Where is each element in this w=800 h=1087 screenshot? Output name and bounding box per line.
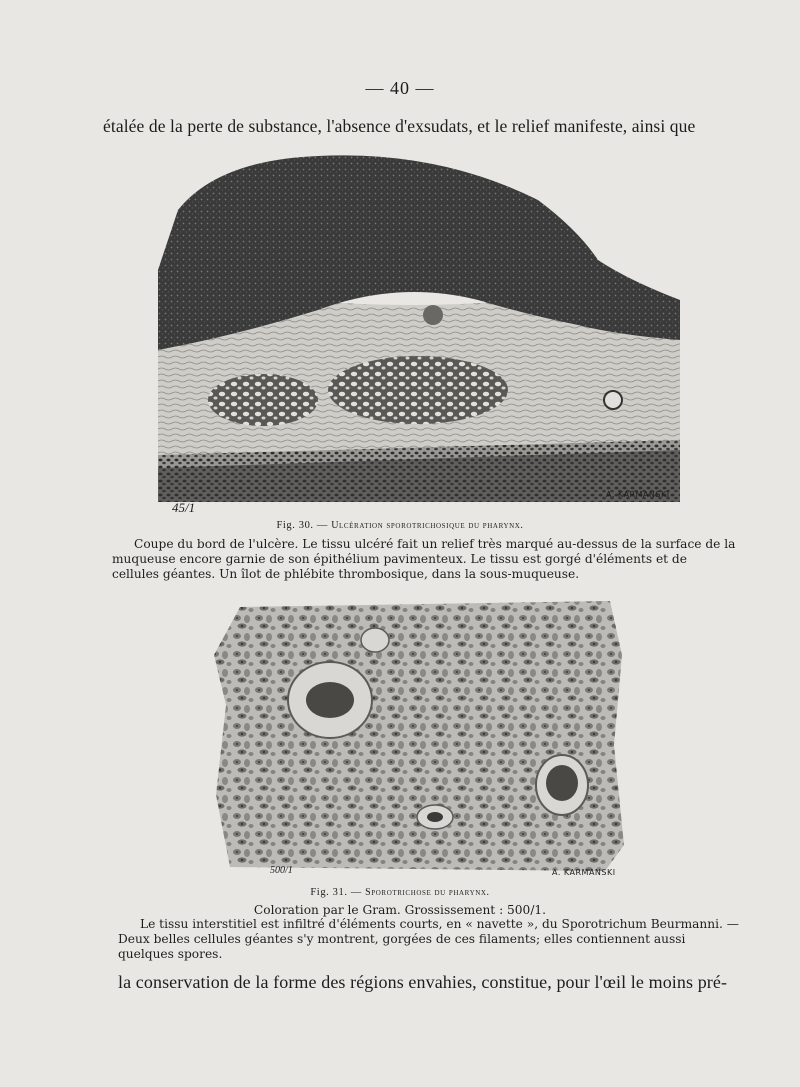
giant-cells-drawing (210, 595, 628, 878)
figure-30-scale: 45/1 (172, 500, 196, 515)
figure-31-title-text: Sporotrichose du pharynx. (365, 887, 490, 898)
figure-30-artist-signature: A. KARMANSKI (606, 490, 670, 499)
body-text-bottom: la conservation de la forme des régions envahies, constitue, pour l'œil le moins pré- (118, 972, 728, 992)
figure-30-illustration (158, 150, 680, 502)
figure-30-caption: Coupe du bord de l'ulcère. Le tissu ulcéré fait un relief très marqué au-dessus de la surface de la muqueuse encore garnie de son épithélium pavimenteux. Le tissu est gorgé d'éléments et de cellules géantes. Un îlot de phlébite thrombosique, dans la sous-muqueuse. (112, 537, 736, 582)
figure-31-title (0, 887, 800, 898)
figure-31-caption: Le tissu interstitiel est infiltré d'éléments courts, en « navette », du Sporotrichum Beurmanni. — Deux belles cellules géantes s'y montrent, gorgées de ces filaments; elles contiennent aussi quelques spores. (118, 917, 739, 962)
figure-31-subtitle: Coloration par le Gram. Grossissement : 500/1. (253, 903, 547, 917)
body-text-top: étalée de la perte de substance, l'absence d'exsudats, et le relief manifeste, ainsi que (103, 116, 696, 136)
figure-31-artist-signature: A. KARMANSKI (552, 868, 616, 877)
figure-31-number: Fig. 31. — (310, 887, 362, 898)
figure-31-scale: 500/1 (270, 865, 293, 876)
ulcer-section-drawing (158, 150, 680, 502)
figure-30-number: Fig. 30. — (276, 520, 328, 531)
figure-30-title (0, 520, 800, 531)
figure-30-title-text: Ulcération sporotrichosique du pharynx. (331, 520, 524, 531)
page-number: — 40 — (365, 78, 435, 98)
figure-31-illustration (210, 595, 628, 878)
